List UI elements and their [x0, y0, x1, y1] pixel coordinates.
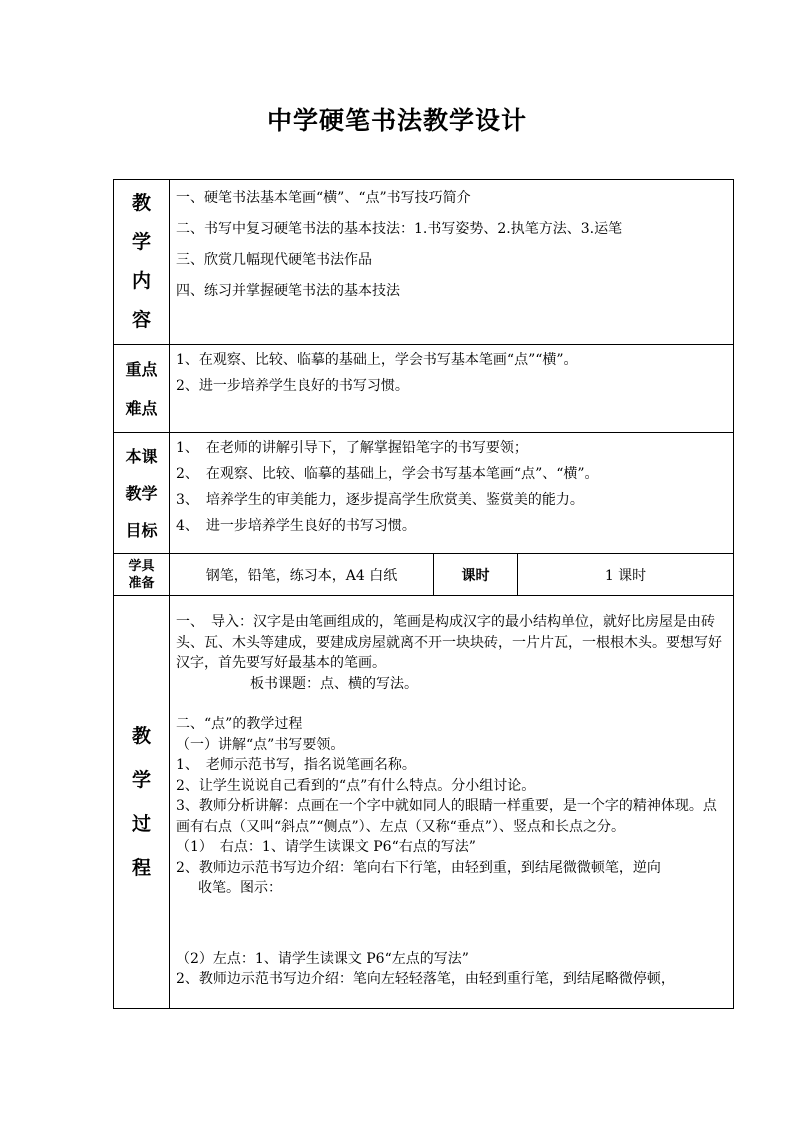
content-item: 一、硬笔书法基本笔画“横”、“点”书写技巧简介	[176, 190, 471, 206]
left-dot-detail: 2、教师边示范书写边介绍：笔向左轻轻落笔，由轻到重行笔，到结尾略微停顿，	[176, 971, 675, 987]
right-dot-detail-cont: 收笔。图示：	[198, 880, 282, 896]
row-focus	[114, 345, 734, 433]
left-dot-item: （2）左点：1、请学生读课文 P6“左点的写法”	[176, 950, 469, 967]
subsection-heading: （一）讲解“点”书写要领。	[176, 736, 345, 753]
label-process: 教 学 过 程	[114, 596, 170, 1009]
page-title: 中学硬笔书法教学设计	[266, 106, 527, 135]
content-item: 三、欣赏几幅现代硬笔书法作品	[176, 252, 372, 268]
right-dot-detail: 2、教师边示范书写边介绍：笔向右下行笔，由轻到重，到结尾微微顿笔，逆向	[176, 859, 661, 876]
row-process	[114, 596, 734, 1009]
period-label: 课时	[434, 554, 518, 596]
focus-item: 2、进一步培养学生良好的书写习惯。	[176, 378, 409, 394]
goal-item: 3、 培养学生的审美能力，逐步提高学生欣赏美、鉴赏美的能力。	[176, 492, 584, 508]
goal-item: 4、 进一步培养学生良好的书写习惯。	[176, 518, 416, 534]
prep-materials: 钢笔，铅笔，练习本，A4 白纸	[170, 554, 434, 596]
board-title: 板书课题：点、横的写法。	[250, 675, 418, 692]
step-item: 1、 老师示范书写，指名说笔画名称。	[176, 757, 416, 773]
label-goals: 本课 教学 目标	[114, 433, 170, 554]
label-prep: 学具 准备	[114, 554, 170, 596]
goal-item: 1、 在老师的讲解引导下，了解掌握铅笔字的书写要领；	[176, 440, 528, 456]
period-value: 1 课时	[518, 554, 734, 596]
goals-cell	[170, 433, 734, 554]
process-cell	[170, 596, 734, 1009]
intro-paragraph: 一、 导入：汉字是由笔画组成的，笔画是构成汉字的最小结构单位，就好比房屋是由砖头、瓦、木头等建成，要建成房屋就离不开一块块砖，一片片瓦，一根根木头。要想写好汉字，首先要写好最基本的笔画。	[176, 614, 722, 671]
label-teaching-content: 教 学 内 容	[114, 180, 170, 345]
row-teaching-content	[114, 180, 734, 345]
content-item: 四、练习并掌握硬笔书法的基本技法	[176, 283, 400, 299]
label-focus: 重点 难点	[114, 345, 170, 433]
row-prep	[114, 554, 734, 596]
goal-item: 2、 在观察、比较、临摹的基础上，学会书写基本笔画“点”、“横”。	[176, 466, 599, 482]
right-dot-item: （1） 右点：1、请学生读课文 P6“右点的写法”	[176, 839, 476, 855]
content-item: 二、书写中复习硬笔书法的基本技法：1.书写姿势、2.执笔方法、3.运笔	[176, 221, 623, 237]
row-goals	[114, 433, 734, 554]
section-heading: 二、“点”的教学过程	[176, 716, 303, 732]
focus-item: 1、在观察、比较、临摹的基础上，学会书写基本笔画“点”“横”。	[176, 352, 578, 368]
focus-cell	[170, 345, 734, 433]
step-item: 3、教师分析讲解：点画在一个字中就如同人的眼睛一样重要，是一个字的精神体现。点画有右点（又叫“斜点”“侧点”）、左点（又称“垂点”）、竖点和长点之分。	[176, 798, 717, 835]
lesson-plan-table	[113, 179, 734, 1009]
content-cell	[170, 180, 734, 345]
step-item: 2、让学生说说自己看到的“点”有什么特点。分小组讨论。	[176, 777, 536, 794]
